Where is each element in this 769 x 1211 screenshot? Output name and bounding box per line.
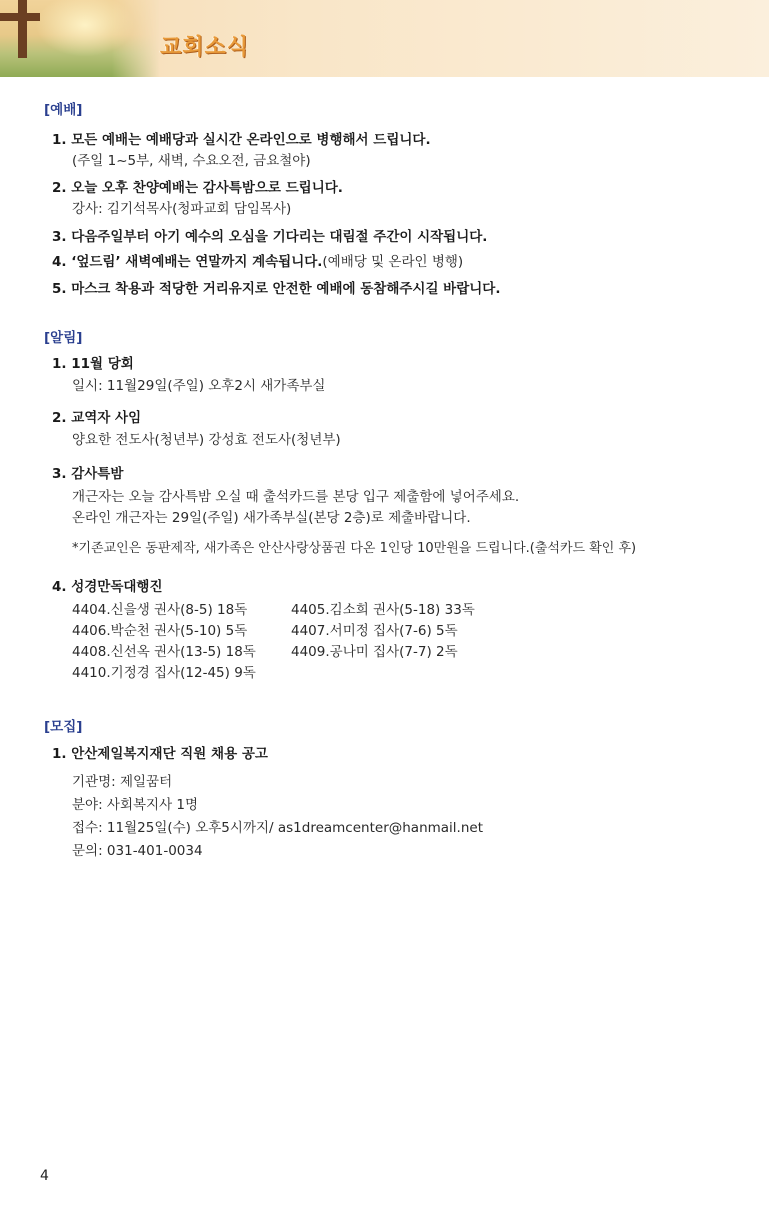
worship-item-4-note: (예배당 및 온라인 병행) [322, 254, 464, 270]
recruit-contact: 문의: 031-401-0034 [72, 843, 203, 859]
section-heading-recruit: [모집] [44, 719, 83, 735]
worship-item-1: 1. 모든 예배는 예배당과 실시간 온라인으로 병행해서 드립니다. [52, 132, 431, 148]
notice-item-2: 2. 교역자 사임 [52, 410, 142, 426]
worship-item-3: 3. 다음주일부터 아기 예수의 오심을 기다리는 대림절 주간이 시작됩니다. [52, 229, 488, 245]
worship-item-4-text: 4. ‘엎드림’ 새벽예배는 연말까지 계속됩니다. [52, 254, 323, 270]
worship-item-2: 2. 오늘 오후 찬양예배는 감사특밤으로 드립니다. [52, 180, 343, 196]
cross-photo [0, 0, 160, 77]
notice-item-3-footnote: *기존교인은 동판제작, 새가족은 안산사랑상품권 다온 1인당 10만원을 드립니다.(출석카드 확인 후) [72, 541, 637, 556]
header-banner [0, 0, 769, 77]
notice-item-1: 1. 11월 당회 [52, 356, 134, 372]
worship-item-2-detail: 강사: 김기석목사(청파교회 담임목사) [72, 201, 292, 217]
reading-entry: 4405.김소희 권사(5-18) 33독 [291, 602, 475, 618]
page-title: 교회소식 [160, 35, 250, 60]
recruit-deadline: 접수: 11월25일(수) 오후5시까지/ as1dreamcenter@hanmail.net [72, 820, 483, 836]
recruit-field: 분야: 사회복지사 1명 [72, 797, 199, 813]
reading-entry: 4407.서미정 집사(7-6) 5독 [291, 623, 458, 639]
cross-icon [18, 0, 27, 58]
page-number: 4 [40, 1168, 49, 1184]
reading-entry: 4408.신선옥 권사(13-5) 18독 [72, 644, 256, 660]
reading-entry: 4409.공나미 집사(7-7) 2독 [291, 644, 458, 660]
notice-item-3-detail-2: 온라인 개근자는 29일(주일) 새가족부실(본당 2층)로 제출바랍니다. [72, 510, 471, 526]
section-heading-worship: [예배] [44, 102, 83, 118]
worship-item-1-detail: (주일 1~5부, 새벽, 수요오전, 금요철야) [72, 153, 311, 169]
notice-item-2-detail: 양요한 전도사(청년부) 강성효 전도사(청년부) [72, 432, 341, 448]
recruit-org: 기관명: 제일꿈터 [72, 774, 173, 790]
reading-entry: 4404.신을생 권사(8-5) 18독 [72, 602, 248, 618]
notice-item-1-detail: 일시: 11월29일(주일) 오후2시 새가족부실 [72, 378, 326, 394]
cross-icon-bar [0, 13, 40, 21]
worship-item-4 [52, 250, 463, 270]
worship-item-5: 5. 마스크 착용과 적당한 거리유지로 안전한 예배에 동참해주시길 바랍니다. [52, 281, 501, 297]
reading-entry: 4410.기정경 집사(12-45) 9독 [72, 665, 256, 681]
recruit-item-1: 1. 안산제일복지재단 직원 채용 공고 [52, 746, 268, 762]
notice-item-3-detail-1: 개근자는 오늘 감사특밤 오실 때 출석카드를 본당 입구 제출함에 넣어주세요. [72, 489, 520, 505]
notice-item-3: 3. 감사특밤 [52, 466, 124, 482]
reading-entry: 4406.박순천 권사(5-10) 5독 [72, 623, 248, 639]
notice-item-4: 4. 성경만독대행진 [52, 579, 163, 595]
section-heading-notice: [알림] [44, 330, 83, 346]
